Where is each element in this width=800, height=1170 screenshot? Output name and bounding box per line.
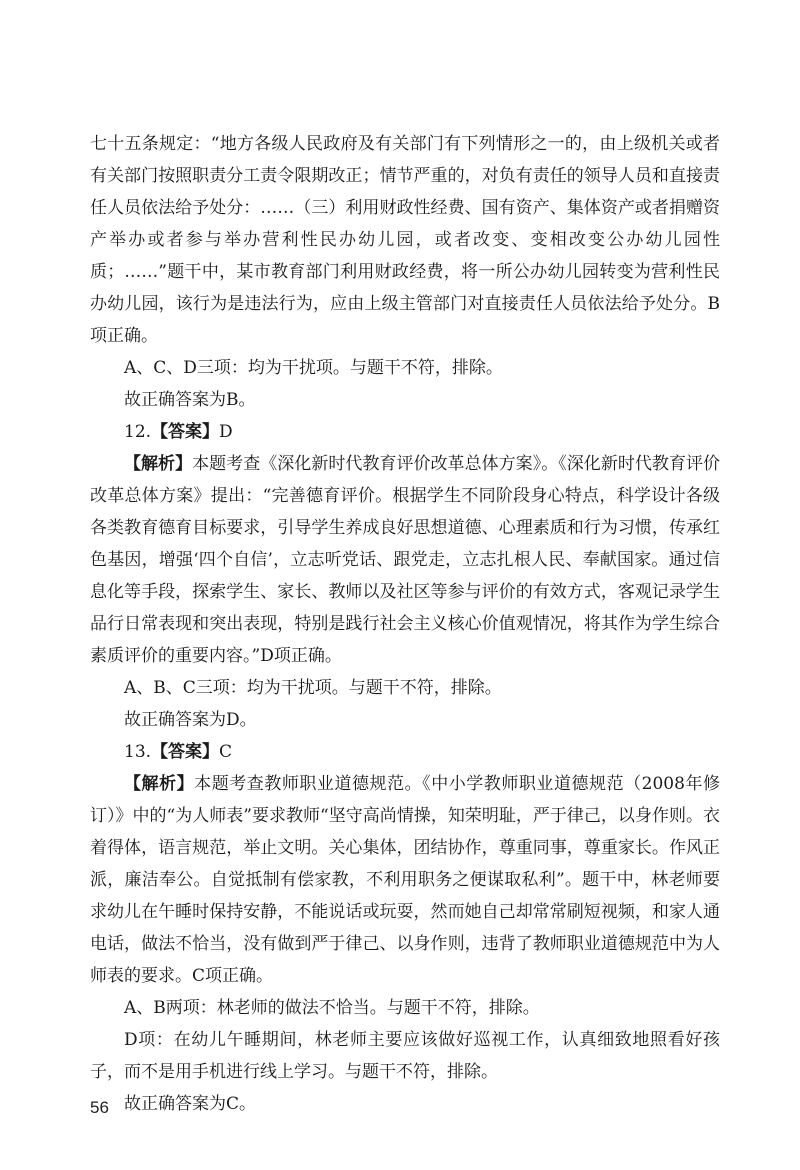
question-12-analysis [90,448,720,672]
paragraph-answer-q11: 故正确答案为B。 [124,390,256,410]
question-13-distractors-ab: A、B两项：林老师的做法不恰当。与题干不符，排除。 [124,998,540,1018]
question-12-conclusion: 故正确答案为D。 [124,710,257,730]
question-13-analysis-tag: 【解析】 [124,774,195,794]
question-13-conclusion: 故正确答案为C。 [124,1094,257,1114]
question-12-answer-tag: 【答案】 [151,422,220,442]
question-13-answer-tag: 【答案】 [151,742,220,762]
question-12-number: 12. [124,422,152,442]
question-13-answer-line [90,736,720,768]
question-12-distractors: A、B、C三项：均为干扰项。与题干不符，排除。 [124,678,502,698]
question-13-answer-letter: C [219,742,233,762]
question-12-answer-line [90,416,720,448]
paragraph-distractors-q11: A、C、D三项：均为干扰项。与题干不符，排除。 [124,358,503,378]
page-content [90,128,720,1120]
question-13-analysis [90,768,720,992]
question-13-analysis-text: 本题考查教师职业道德规范。《中小学教师职业道德规范（2008年修订）》中的“为人师表”要求教师“坚守高尚情操，知荣明耻，严于律己，以身作则。衣着得体，语言规范，举止文明。关心集体，团结协作，尊重同事，尊重家长。作风正派，廉洁奉公。自觉抵制有偿家教，不利用职务之便谋取私利”。题干中，林老师要求幼儿在午睡时保持安静，不能说话或玩耍，然而她自己却常常刷短视频，和家人通电话，做法不恰当，没有做到严于律己、以身作则，违背了教师职业道德规范中为人师表的要求。C项正确。 [90,774,720,986]
paragraph-continued-law: 七十五条规定：“地方各级人民政府及有关部门有下列情形之一的，由上级机关或者有关部门按照职责分工责令限期改正；情节严重的，对负有责任的领导人员和直接责任人员依法给予处分：……（三）利用财政性经费、国有资产、集体资产或者捐赠资产举办或者参与举办营利性民办幼儿园，或者改变、变相改变公办幼儿园性质；……”题干中，某市教育部门利用财政经费，将一所公办幼儿园转变为营利性民办幼儿园，该行为是违法行为，应由上级主管部门对直接责任人员依法给予处分。B项正确。 [90,134,720,346]
question-12-answer-letter: D [219,422,233,442]
page-number: 56 [90,1098,109,1117]
question-13-number: 13. [124,742,152,762]
question-12-analysis-tag: 【解析】 [124,454,193,474]
question-12-analysis-text: 本题考查《深化新时代教育评价改革总体方案》。《深化新时代教育评价改革总体方案》提出：“完善德育评价。根据学生不同阶段身心特点，科学设计各级各类教育德育目标要求，引导学生养成良好思想道德、心理素质和行为习惯，传承红色基因，增强‘四个自信’，立志听党话、跟党走，立志扎根人民、奉献国家。通过信息化等手段，探索学生、家长、教师以及社区等参与评价的有效方式，客观记录学生品行日常表现和突出表现，特别是践行社会主义核心价值观情况，将其作为学生综合素质评价的重要内容。”D项正确。 [90,454,721,666]
question-13-distractor-d: D项：在幼儿午睡期间，林老师主要应该做好巡视工作，认真细致地照看好孩子，而不是用手机进行线上学习。与题干不符，排除。 [90,1030,720,1082]
